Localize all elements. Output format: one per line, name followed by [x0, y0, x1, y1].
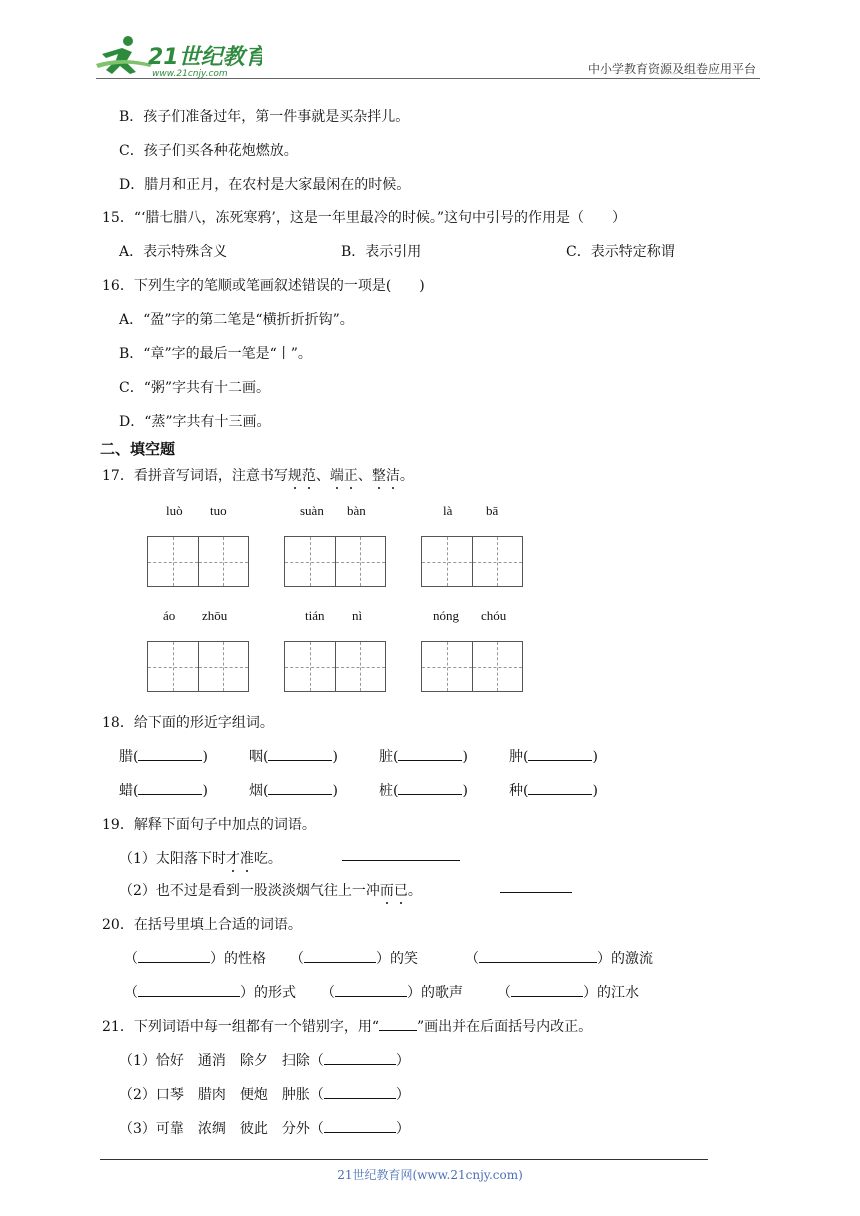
answer-blank[interactable] — [335, 984, 407, 997]
q20-stem: 20．在括号里填上合适的词语。 — [102, 917, 302, 933]
dotted-char: 整 — [372, 465, 386, 485]
q20-item: （ ）的歌声 — [321, 985, 463, 1001]
runner-icon — [96, 36, 152, 74]
q21-stem: 21．下列词语中每一组都有一个错别字，用“ ”画出并在后面括号内改正。 — [102, 1019, 593, 1035]
writing-grid[interactable] — [147, 536, 249, 587]
q18-item: 桩( ) — [379, 783, 468, 799]
q16-option-a: A．“盈”字的第二笔是“横折折折钩”。 — [119, 312, 354, 328]
header-divider — [96, 78, 760, 79]
q20-item: （ ）的形式 — [124, 985, 296, 1001]
q19-sentence-2: （2）也不过是看到一股淡淡烟气往上一冲而已。 — [119, 880, 422, 900]
pinyin-4b: zhōu — [202, 608, 228, 623]
footer-divider — [100, 1159, 708, 1160]
dotted-char: 已 — [394, 880, 408, 900]
answer-blank[interactable] — [500, 880, 572, 893]
footer-site-text[interactable]: 21世纪教育网(www.21cnjy.com) — [337, 1168, 523, 1182]
section-title-fill-in: 二、填空题 — [100, 440, 176, 458]
answer-blank[interactable] — [324, 1120, 396, 1133]
dotted-char: 洁 — [386, 465, 400, 485]
q14-option-d: D．腊月和正月，在农村是大家最闲在的时候。 — [119, 177, 411, 193]
q16-option-b: B．“章”字的最后一笔是“丨”。 — [119, 346, 312, 362]
answer-blank[interactable] — [528, 748, 592, 761]
answer-blank[interactable] — [398, 748, 462, 761]
dotted-char: 端 — [330, 465, 344, 485]
q18-item: 咽( ) — [249, 749, 338, 765]
pinyin-2a: suàn — [300, 503, 324, 518]
q17-stem — [102, 465, 414, 485]
q17-stem-prefix: 17．看拼音写词语，注意书写 — [102, 468, 288, 484]
q16-option-d: D．“蒸”字共有十三画。 — [119, 414, 271, 430]
pinyin-5b: nì — [352, 608, 363, 623]
q19-stem: 19．解释下面句子中加点的词语。 — [102, 817, 316, 833]
q20-item: （ ）的笑 — [290, 951, 418, 967]
pinyin-3a: là — [443, 503, 453, 518]
pinyin-1a: luò — [166, 503, 183, 518]
pinyin-4a: áo — [163, 608, 176, 623]
q21-item-2: （2）口琴 腊肉 便炮 肿胀（ ） — [119, 1087, 410, 1103]
pinyin-5a: tián — [305, 608, 325, 623]
answer-blank[interactable] — [138, 984, 240, 997]
dotted-char: 、 — [315, 468, 330, 484]
answer-blank[interactable] — [268, 782, 332, 795]
logo-url: www.21cnjy.com — [152, 69, 228, 79]
q20-item: （ ）的激流 — [465, 951, 653, 967]
q18-item: 腊( ) — [119, 749, 208, 765]
writing-grid[interactable] — [284, 536, 386, 587]
dotted-char: 才 — [226, 848, 240, 868]
answer-blank[interactable] — [479, 950, 597, 963]
pinyin-3b: bā — [486, 503, 499, 518]
logo-text: 21世纪教育 — [148, 45, 262, 70]
q16-option-c: C．“粥”字共有十二画。 — [119, 380, 271, 396]
q19-sentence-1: （1）太阳落下时才准吃。 — [119, 848, 282, 868]
q18-item: 蜡( ) — [119, 783, 208, 799]
answer-blank[interactable] — [138, 782, 202, 795]
writing-grid[interactable] — [421, 536, 523, 587]
answer-blank[interactable] — [268, 748, 332, 761]
q18-stem: 18．给下面的形近字组词。 — [102, 715, 274, 731]
underline-sample — [379, 1018, 417, 1031]
pinyin-2b: bàn — [347, 503, 366, 518]
q15-option-b: B．表示引用 — [341, 244, 422, 260]
answer-blank[interactable] — [324, 1052, 396, 1065]
q20-item: （ ）的江水 — [497, 985, 639, 1001]
q18-item: 脏( ) — [379, 749, 468, 765]
q20-item: （ ）的性格 — [124, 951, 266, 967]
answer-blank[interactable] — [528, 782, 592, 795]
dotted-char: 、 — [357, 468, 372, 484]
q14-option-b: B．孩子们准备过年，第一件事就是买杂拌儿。 — [119, 109, 410, 125]
q18-item: 烟( ) — [249, 783, 338, 799]
pinyin-6a: nóng — [433, 608, 459, 623]
answer-blank[interactable] — [138, 950, 210, 963]
writing-grid[interactable] — [421, 641, 523, 692]
answer-blank[interactable] — [511, 984, 583, 997]
answer-blank[interactable] — [138, 748, 202, 761]
dotted-char: 范 — [302, 465, 316, 485]
dotted-char: 准 — [240, 848, 254, 868]
q14-option-c: C．孩子们买各种花炮燃放。 — [119, 143, 298, 159]
q15-option-a: A．表示特殊含义 — [119, 244, 228, 260]
site-logo — [92, 34, 262, 80]
q21-item-3: （3）可靠 浓绸 彼此 分外（ ） — [119, 1121, 410, 1137]
dotted-char: 而 — [380, 880, 394, 900]
dotted-char: 正 — [344, 465, 358, 485]
answer-blank[interactable] — [324, 1086, 396, 1099]
q17-stem-suffix: 。 — [399, 468, 414, 484]
answer-blank[interactable] — [304, 950, 376, 963]
header-platform-text: 中小学教育资源及组卷应用平台 — [587, 62, 756, 76]
dotted-char: 规 — [288, 465, 302, 485]
writing-grid[interactable] — [284, 641, 386, 692]
q15-stem: 15．“‘腊七腊八，冻死寒鸦’，这是一年里最冷的时候。”这句中引号的作用是（ ） — [102, 210, 627, 226]
q18-item: 肿( ) — [509, 749, 598, 765]
pinyin-1b: tuo — [210, 503, 227, 518]
q16-stem: 16．下列生字的笔顺或笔画叙述错误的一项是( ) — [102, 278, 425, 294]
q18-item: 种( ) — [509, 783, 598, 799]
q15-option-c: C．表示特定称谓 — [566, 244, 675, 260]
answer-blank[interactable] — [398, 782, 462, 795]
q21-item-1: （1）恰好 通消 除夕 扫除（ ） — [119, 1053, 410, 1069]
pinyin-6b: chóu — [481, 608, 507, 623]
writing-grid[interactable] — [147, 641, 249, 692]
answer-blank[interactable] — [342, 848, 460, 861]
q17-stem-dotted — [288, 468, 400, 484]
